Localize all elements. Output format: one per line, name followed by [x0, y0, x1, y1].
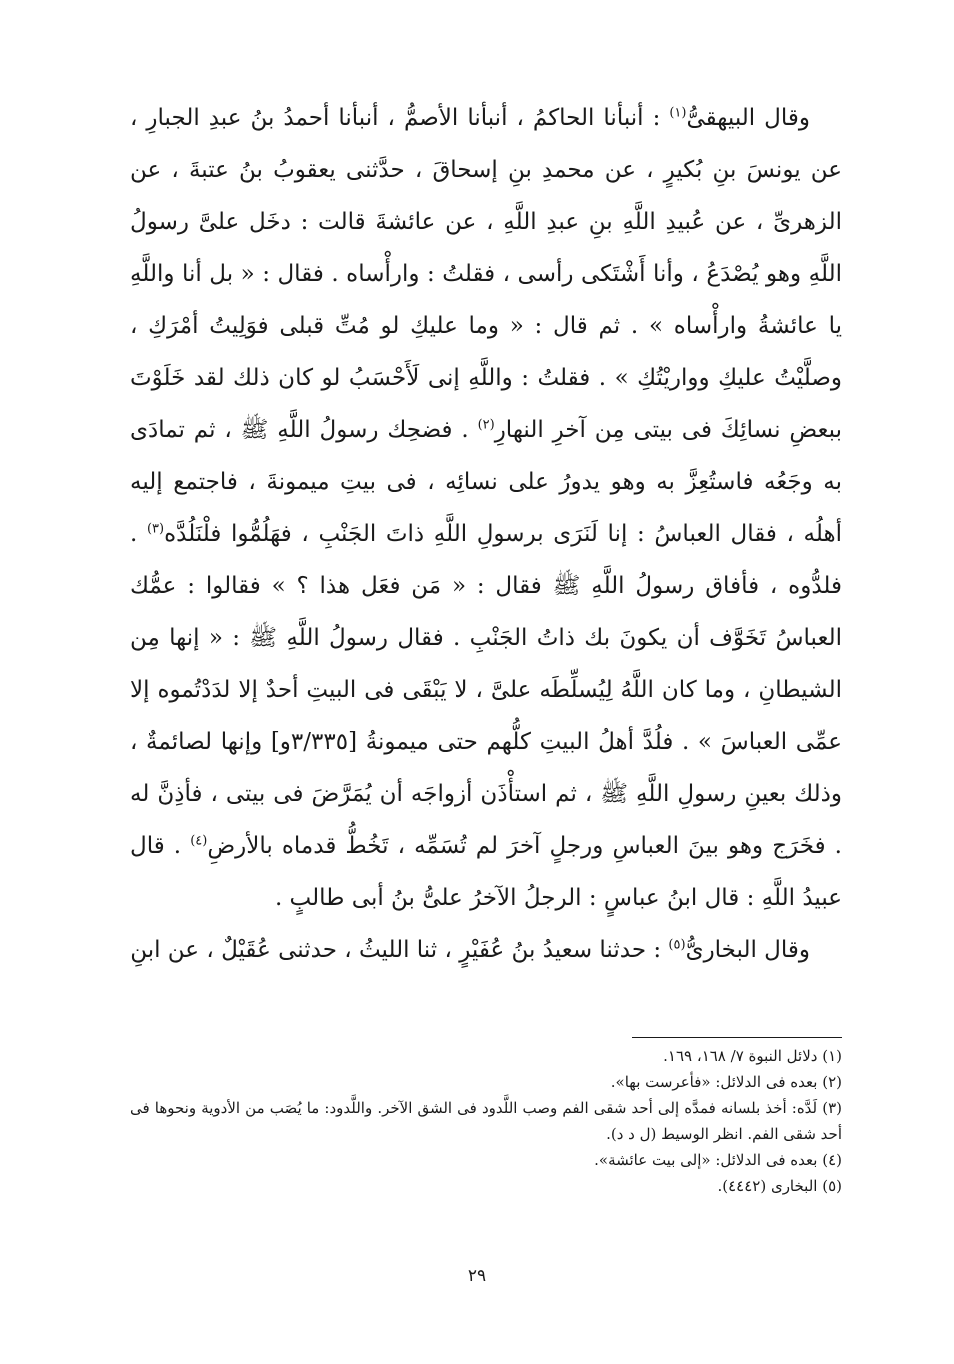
text-run: وقال البخارىُّ: [685, 937, 810, 963]
footnote-4: (٤) بعده فى الدلائل: «إلى بيت عائشة».: [594, 1151, 842, 1169]
footnotes: [130, 1043, 842, 1199]
text-run: : أنبأنا الحاكمُ ، أنبأنا الأصمُّ ، أنبأنا أحمدُ بنُ عبدِ الجبارِ ، عن يونسَ بنِ بُكيرٍ ، عن محمدِ بنِ إسحاقَ ، حدَّثنى يعقوبُ بنُ عتبةَ ، عن الزهرىِّ ، عن عُبيدِ اللَّهِ بنِ عبدِ اللَّهِ ، عن عائشةَ قالت : دخَل علىَّ رسولُ اللَّهِ وهو يُصْدَعُ ، وأنا أَشْتَكى رأسى ، فقلتُ : وارأْساه . فقال : « بل أنا واللَّهِ يا عائشةُ وارأْساه » . ثم قال : « وما عليكِ لو مُتِّ قبلى فوَلِيتُ أمْرَكِ ، وصلَّيْتُ عليكِ وواريْتُكِ » . فقلتُ : واللَّهِ إنى لَأَحْسَبُ لو كان ذلك لقد خَلَوْتَ ببعضِ نسائِكَ فى بيتى مِن آخرِ النهارِ: [130, 105, 842, 443]
footnote-ref-4: (٤): [190, 833, 208, 849]
text-run: وقال البيهقىُّ: [686, 105, 810, 131]
text-run: . فلدُّوه ، فأفاق رسولُ اللَّهِ ﷺ فقال : « مَن فعَل هذا ؟ » فقالوا : عمُّك العباسُ تَخَوَّف أن يكونَ بك ذاتُ الجَنْبِ . فقال رسولُ اللَّهِ ﷺ : « إنها مِن الشيطانِ ، وما كان اللَّهُ لِيُسلِّطَه علىَّ ، لا يَبْقَى فى البيتِ أحدٌ إلا لدَدْتُموه إلا عمِّى العباسَ » . فلُدَّ أهلُ البيتِ كلُّهم حتى ميمونةُ [٣/٣٣٥و] وإنها لصائمةٌ ، وذلك بعينِ رسولِ اللَّهِ ﷺ ، ثم استأْذَن أزواجَه أن يُمَرَّضَ فى بيتى ، فأذِنَّ له . فخَرَج وهو بينَ العباسِ ورجلٍ آخرَ لم تُسَمِّه ، تَخُطُّ قدماه بالأرضِ: [130, 521, 842, 859]
footnote-3: (٣) لَدَّه: أخذ بلسانه فمدَّه إلى أحد شقى الفم وصب اللَّدود فى الشق الآخر. واللَّدود: ما يُصَب من الأدوية ونحوها فى أحد شقى الفم. انظر الوسيط (ل د د).: [130, 1099, 842, 1143]
footnote-ref-5: (٥): [668, 937, 686, 953]
footnote-separator: [632, 1037, 842, 1038]
page-number: ٢٩: [467, 1266, 487, 1286]
text-run: . قال عبيدُ اللَّهِ : قال ابنُ عباسٍ : الرجلُ الآخرُ علىُّ بنُ أبى طالبٍ .: [130, 833, 842, 911]
text-run: . فضحِك رسولُ اللَّهِ ﷺ ، ثم تمادَى به وجَعُه فاستُعِزَّ به وهو يدورُ على نسائِه ، فى بيتِ ميمونةَ ، فاجتمع إليه أهلُه ، فقال العباسُ : إنا لَنَرَى برسولِ اللَّهِ ذاتَ الجَنْبِ ، فهَلُمُّوا فلْنَلُدَّه: [130, 417, 842, 547]
paragraph-bayhaqi: [130, 92, 842, 924]
text-run: : حدثنا سعيدُ بنُ عُفَيْرٍ ، ثنا الليثُ ، حدثنى عُقَيْلٌ ، عن ابنِ: [130, 937, 669, 963]
footnote-2: (٢) بعده فى الدلائل: «فأعرست بها».: [610, 1073, 842, 1091]
main-text: [130, 92, 842, 976]
footnote-5: (٥) البخارى (٤٤٤٢).: [717, 1177, 842, 1195]
paragraph-bukhari: [130, 924, 842, 976]
footnote-ref-3: (٣): [146, 521, 165, 537]
footnote-ref-2: (٢): [477, 417, 495, 433]
footnote-ref-1: (١): [669, 105, 687, 121]
footnote-1: (١) دلائل النبوة ٧/ ١٦٨، ١٦٩.: [663, 1047, 842, 1065]
